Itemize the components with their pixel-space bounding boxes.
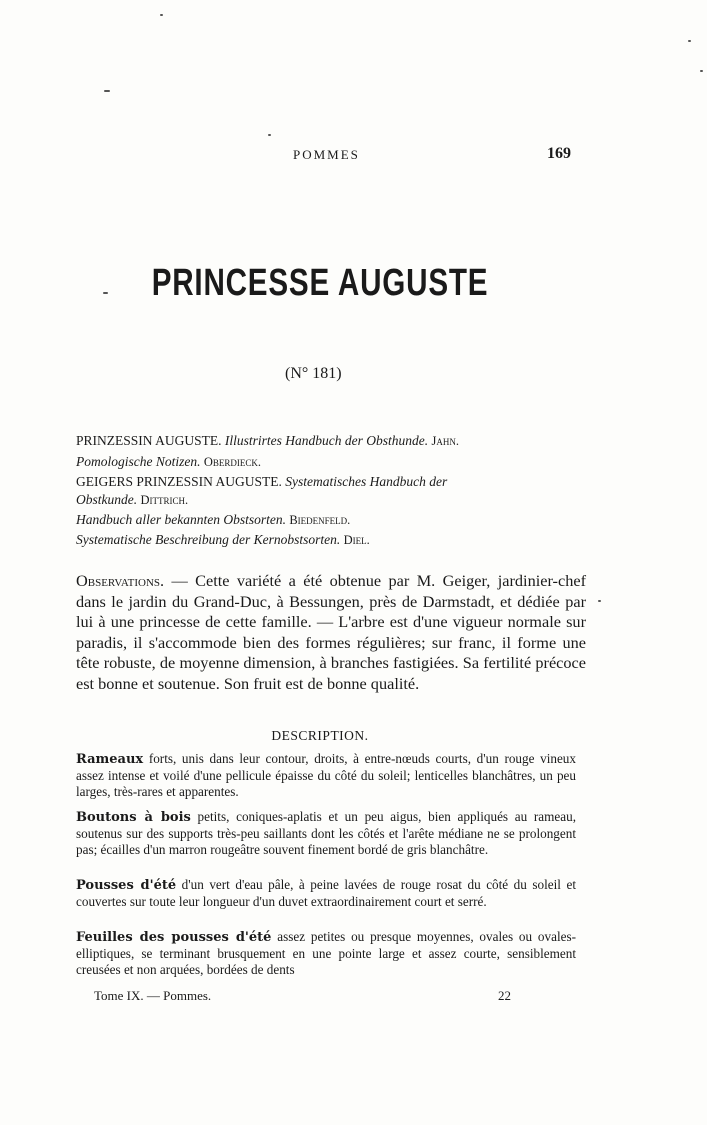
synonym-line <box>76 509 586 531</box>
synonym-author: Oberdieck. <box>203 455 262 469</box>
synonym-source: Pomologische Notizen. <box>76 454 201 469</box>
description-text: d'un vert d'eau pâle, à peine lavées de rouge rosat du côté du soleil et couvertes sur toute leur longueur d'un duvet extraordinairement court et serré. <box>76 877 576 909</box>
description-term: Pousses d'été <box>76 878 177 893</box>
synonym-author: Biedenfeld. <box>289 513 351 527</box>
synonym-line <box>76 489 586 511</box>
description-paragraph <box>76 929 576 978</box>
description-term: Boutons à bois <box>76 810 191 825</box>
scan-speck <box>598 600 601 602</box>
variety-number: (N° 181) <box>285 365 342 382</box>
observations-text: — Cette variété a été obtenue par M. Geiger, jardinier-chef dans le jardin du Grand-Duc, à Bessungen, près de Darmstadt, et dédiée par lui à une princesse de cette famille. — L'arbre est d'une vigueur normale sur paradis, il s'accommode bien des formes régulières; sur franc, il forme une tête robuste, de moyenne dimension, à branches fastigiées. Sa fertilité précoce est bonne et soutenue. Son fruit est de bonne qualité. <box>76 571 586 693</box>
scan-speck <box>688 40 691 42</box>
page-title: PRINCESSE AUGUSTE <box>151 262 489 304</box>
synonym-line <box>76 430 586 452</box>
running-title: POMMES <box>293 147 360 162</box>
description-text: forts, unis dans leur contour, droits, à entre-nœuds courts, d'un rouge vineux assez intense et voilé d'une pellicule épaisse du côté du soleil; lenticelles blanchâtres, un peu larges, très-rares et apparentes. <box>76 751 576 799</box>
synonym-line <box>76 529 586 551</box>
signature-mark: 22 <box>498 988 511 1003</box>
synonym-source: Systematisches Handbuch der <box>285 474 448 489</box>
synonym-author: Dittrich. <box>140 493 189 507</box>
description-paragraph <box>76 809 576 858</box>
description-paragraph <box>76 751 576 800</box>
synonym-source: Illustrirtes Handbuch der Obsthunde. <box>224 433 429 448</box>
synonym-name: GEIGERS PRINZESSIN AUGUSTE. <box>76 474 282 489</box>
scan-speck <box>104 90 110 92</box>
description-term: Feuilles des pousses d'été <box>76 930 272 945</box>
volume-footer: Tome IX. — Pommes. <box>94 988 212 1003</box>
synonym-author: Diel. <box>343 533 370 547</box>
synonym-name: PRINZESSIN AUGUSTE. <box>76 433 222 448</box>
synonym-line <box>76 451 586 473</box>
synonym-source: Systematische Beschreibung der Kernobstsorten. <box>76 532 341 547</box>
observations-label: Observations. <box>76 571 165 590</box>
scan-speck <box>160 14 163 16</box>
synonym-source: Handbuch aller bekannten Obstsorten. <box>76 512 286 527</box>
description-term: Rameaux <box>76 752 144 767</box>
page-number: 169 <box>547 145 571 162</box>
scan-speck <box>268 134 271 136</box>
description-heading: DESCRIPTION. <box>271 728 369 743</box>
observations-paragraph <box>76 571 586 694</box>
description-text: assez petites ou presque moyennes, ovales ou ovales-elliptiques, se terminant brusquement en une pointe large et assez courte, sensiblement creusées et non arquées, bordées de dents <box>76 929 576 977</box>
synonym-author: Jahn. <box>431 434 460 448</box>
description-text: petits, coniques-aplatis et un peu aigus, bien appliqués au rameau, soutenus sur des supports très-peu saillants dont les côtés et l'arête médiane ne se prolongent pas; écailles d'un marron rougeâtre souvent finement bordé de gris blanchâtre. <box>76 809 576 857</box>
scan-speck <box>700 70 703 72</box>
description-paragraph <box>76 877 576 910</box>
synonym-source: Obstkunde. <box>76 492 138 507</box>
